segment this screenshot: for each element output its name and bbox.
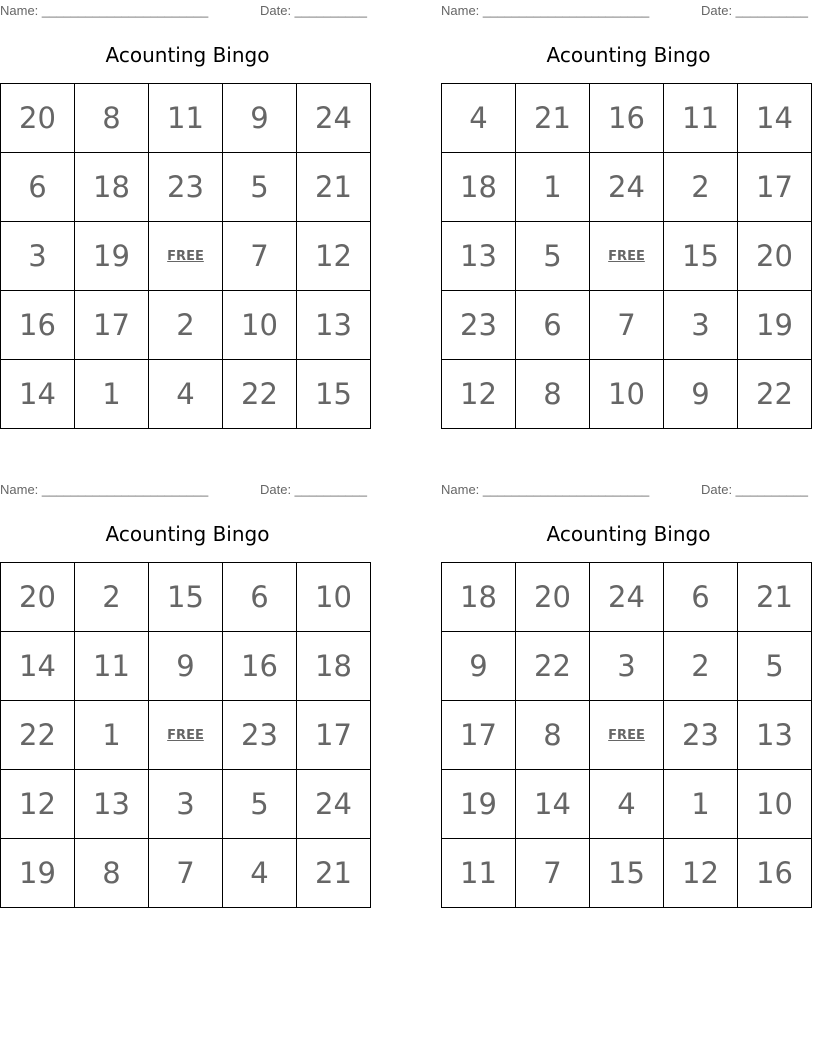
bingo-cell: 7 bbox=[149, 839, 223, 908]
bingo-cell: 20 bbox=[738, 222, 812, 291]
bingo-cell: 2 bbox=[149, 291, 223, 360]
date-field[interactable]: Date: __________ bbox=[260, 3, 367, 18]
bingo-cell: 5 bbox=[516, 222, 590, 291]
bingo-cell: 4 bbox=[442, 84, 516, 153]
bingo-cell: 8 bbox=[516, 701, 590, 770]
bingo-cell: 19 bbox=[1, 839, 75, 908]
bingo-cell: 15 bbox=[297, 360, 371, 429]
bingo-cell: 18 bbox=[297, 632, 371, 701]
bingo-cell: 3 bbox=[590, 632, 664, 701]
bingo-cell: 6 bbox=[664, 563, 738, 632]
bingo-cell: 8 bbox=[516, 360, 590, 429]
bingo-cell: 24 bbox=[297, 84, 371, 153]
card-title: Acounting Bingo bbox=[105, 43, 270, 67]
grid-row bbox=[1, 291, 371, 360]
date-field[interactable]: Date: __________ bbox=[701, 482, 808, 497]
bingo-card bbox=[441, 479, 816, 919]
card-title: Acounting Bingo bbox=[105, 522, 270, 546]
bingo-cell: 24 bbox=[590, 153, 664, 222]
grid-row bbox=[1, 770, 371, 839]
bingo-cell: 12 bbox=[297, 222, 371, 291]
bingo-cell: 8 bbox=[75, 84, 149, 153]
bingo-cell: 6 bbox=[516, 291, 590, 360]
bingo-cell: 3 bbox=[664, 291, 738, 360]
grid-row bbox=[442, 84, 812, 153]
date-field[interactable]: Date: __________ bbox=[260, 482, 367, 497]
bingo-cell: 4 bbox=[590, 770, 664, 839]
bingo-cell: 22 bbox=[516, 632, 590, 701]
bingo-cell: 5 bbox=[223, 153, 297, 222]
bingo-cell: 15 bbox=[590, 839, 664, 908]
bingo-cell: 7 bbox=[223, 222, 297, 291]
bingo-cell: 13 bbox=[442, 222, 516, 291]
bingo-cell: 14 bbox=[516, 770, 590, 839]
bingo-cell: 17 bbox=[297, 701, 371, 770]
bingo-cell: 9 bbox=[223, 84, 297, 153]
grid-row bbox=[442, 770, 812, 839]
bingo-cell: 3 bbox=[149, 770, 223, 839]
bingo-cell: 7 bbox=[590, 291, 664, 360]
bingo-card bbox=[0, 479, 376, 919]
bingo-cell: 11 bbox=[75, 632, 149, 701]
bingo-cell: 18 bbox=[442, 563, 516, 632]
bingo-cell: 19 bbox=[738, 291, 812, 360]
bingo-cell: 13 bbox=[738, 701, 812, 770]
bingo-cell: 7 bbox=[516, 839, 590, 908]
free-space: FREE bbox=[149, 222, 223, 291]
grid-row bbox=[442, 222, 812, 291]
bingo-cell: 11 bbox=[442, 839, 516, 908]
bingo-cell: 1 bbox=[75, 360, 149, 429]
bingo-cell: 19 bbox=[75, 222, 149, 291]
bingo-cell: 9 bbox=[149, 632, 223, 701]
grid-row bbox=[1, 839, 371, 908]
grid-row bbox=[1, 632, 371, 701]
bingo-cell: 13 bbox=[75, 770, 149, 839]
free-space: FREE bbox=[149, 701, 223, 770]
bingo-cell: 10 bbox=[738, 770, 812, 839]
bingo-cell: 12 bbox=[664, 839, 738, 908]
bingo-cell: 12 bbox=[1, 770, 75, 839]
bingo-cell: 10 bbox=[297, 563, 371, 632]
bingo-cell: 4 bbox=[149, 360, 223, 429]
bingo-cell: 6 bbox=[223, 563, 297, 632]
bingo-cell: 20 bbox=[1, 563, 75, 632]
bingo-cell: 24 bbox=[590, 563, 664, 632]
grid-row bbox=[1, 153, 371, 222]
bingo-grid bbox=[441, 562, 812, 908]
bingo-cell: 18 bbox=[75, 153, 149, 222]
bingo-cell: 14 bbox=[1, 360, 75, 429]
bingo-cell: 9 bbox=[664, 360, 738, 429]
name-field[interactable]: Name: _______________________ bbox=[441, 482, 650, 497]
name-field[interactable]: Name: _______________________ bbox=[0, 482, 209, 497]
grid-row bbox=[442, 291, 812, 360]
bingo-cell: 2 bbox=[75, 563, 149, 632]
bingo-cell: 16 bbox=[1, 291, 75, 360]
bingo-cell: 5 bbox=[223, 770, 297, 839]
grid-row bbox=[442, 563, 812, 632]
bingo-cell: 13 bbox=[297, 291, 371, 360]
bingo-cell: 17 bbox=[738, 153, 812, 222]
bingo-cell: 21 bbox=[738, 563, 812, 632]
bingo-cell: 8 bbox=[75, 839, 149, 908]
grid-row bbox=[1, 84, 371, 153]
grid-row bbox=[1, 563, 371, 632]
bingo-cell: 12 bbox=[442, 360, 516, 429]
bingo-cell: 23 bbox=[664, 701, 738, 770]
bingo-cell: 15 bbox=[664, 222, 738, 291]
grid-row bbox=[1, 701, 371, 770]
bingo-cell: 1 bbox=[75, 701, 149, 770]
bingo-cell: 22 bbox=[223, 360, 297, 429]
bingo-cell: 6 bbox=[1, 153, 75, 222]
bingo-cell: 14 bbox=[1, 632, 75, 701]
bingo-cell: 19 bbox=[442, 770, 516, 839]
bingo-grid bbox=[441, 83, 812, 429]
bingo-cell: 18 bbox=[442, 153, 516, 222]
bingo-cell: 9 bbox=[442, 632, 516, 701]
grid-row bbox=[1, 360, 371, 429]
bingo-cell: 2 bbox=[664, 153, 738, 222]
bingo-cell: 4 bbox=[223, 839, 297, 908]
bingo-card bbox=[441, 0, 816, 440]
bingo-cell: 20 bbox=[1, 84, 75, 153]
free-space: FREE bbox=[590, 222, 664, 291]
grid-row bbox=[442, 701, 812, 770]
bingo-cell: 1 bbox=[516, 153, 590, 222]
bingo-cell: 21 bbox=[516, 84, 590, 153]
grid-row bbox=[1, 222, 371, 291]
name-field[interactable]: Name: _______________________ bbox=[0, 3, 209, 18]
bingo-cell: 15 bbox=[149, 563, 223, 632]
bingo-card bbox=[0, 0, 376, 440]
bingo-cell: 23 bbox=[442, 291, 516, 360]
free-space: FREE bbox=[590, 701, 664, 770]
bingo-cell: 24 bbox=[297, 770, 371, 839]
bingo-cell: 2 bbox=[664, 632, 738, 701]
bingo-cell: 14 bbox=[738, 84, 812, 153]
bingo-cell: 21 bbox=[297, 153, 371, 222]
bingo-cell: 22 bbox=[1, 701, 75, 770]
bingo-grid bbox=[0, 562, 371, 908]
bingo-cell: 1 bbox=[664, 770, 738, 839]
grid-row bbox=[442, 632, 812, 701]
bingo-cell: 11 bbox=[664, 84, 738, 153]
bingo-cell: 3 bbox=[1, 222, 75, 291]
bingo-cell: 23 bbox=[223, 701, 297, 770]
bingo-cell: 5 bbox=[738, 632, 812, 701]
bingo-cell: 17 bbox=[75, 291, 149, 360]
grid-row bbox=[442, 153, 812, 222]
bingo-cell: 22 bbox=[738, 360, 812, 429]
bingo-cell: 17 bbox=[442, 701, 516, 770]
card-title: Acounting Bingo bbox=[546, 522, 711, 546]
date-field[interactable]: Date: __________ bbox=[701, 3, 808, 18]
grid-row bbox=[442, 360, 812, 429]
bingo-cell: 11 bbox=[149, 84, 223, 153]
bingo-cell: 16 bbox=[223, 632, 297, 701]
bingo-cell: 10 bbox=[590, 360, 664, 429]
name-field[interactable]: Name: _______________________ bbox=[441, 3, 650, 18]
bingo-grid bbox=[0, 83, 371, 429]
bingo-cell: 10 bbox=[223, 291, 297, 360]
card-title: Acounting Bingo bbox=[546, 43, 711, 67]
bingo-cell: 21 bbox=[297, 839, 371, 908]
grid-row bbox=[442, 839, 812, 908]
bingo-cell: 16 bbox=[590, 84, 664, 153]
bingo-cell: 16 bbox=[738, 839, 812, 908]
bingo-cell: 20 bbox=[516, 563, 590, 632]
bingo-cell: 23 bbox=[149, 153, 223, 222]
